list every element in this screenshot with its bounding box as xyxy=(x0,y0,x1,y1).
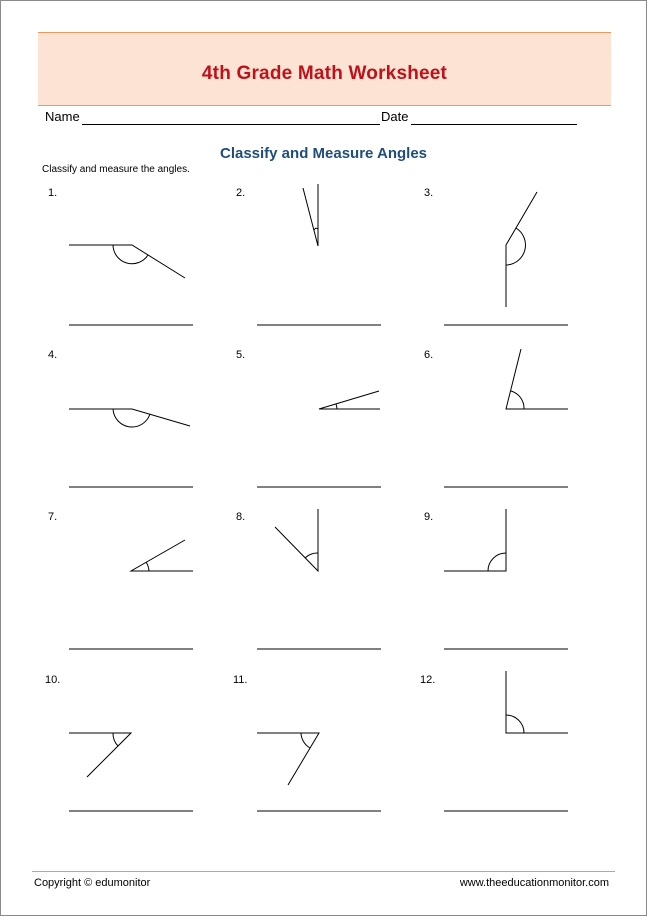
problem-number: 2. xyxy=(236,187,246,199)
angle-4 xyxy=(69,409,190,427)
instructions-text: Classify and measure the angles. xyxy=(42,164,190,175)
problem-number: 11. xyxy=(233,674,248,686)
website-text: www.theeducationmonitor.com xyxy=(459,877,609,889)
problem-number: 5. xyxy=(236,349,246,361)
problem-number: 4. xyxy=(48,349,58,361)
angle-1 xyxy=(69,245,185,278)
date-label: Date xyxy=(381,109,409,124)
name-label: Name xyxy=(45,109,80,124)
problem-number: 8. xyxy=(236,511,246,523)
problem-number: 3. xyxy=(424,187,434,199)
problem-number: 7. xyxy=(48,511,58,523)
angle-6 xyxy=(506,349,568,409)
worksheet-title: 4th Grade Math Worksheet xyxy=(201,63,448,84)
footer-rule xyxy=(32,871,615,872)
problem-number: 1. xyxy=(48,187,58,199)
angle-10 xyxy=(69,733,131,777)
angle-8 xyxy=(275,509,318,571)
problem-number: 12. xyxy=(420,674,436,686)
angle-3 xyxy=(506,192,537,307)
angle-2 xyxy=(303,184,318,246)
angle-5 xyxy=(319,391,380,409)
section-subtitle: Classify and Measure Angles xyxy=(219,145,428,162)
angle-7 xyxy=(131,540,193,571)
angle-9 xyxy=(444,509,506,571)
problem-number: 10. xyxy=(45,674,61,686)
angle-11 xyxy=(257,733,319,785)
problem-number: 6. xyxy=(424,349,434,361)
problem-number: 9. xyxy=(424,511,434,523)
copyright-text: Copyright © edumonitor xyxy=(34,877,151,889)
angle-12 xyxy=(506,671,568,733)
